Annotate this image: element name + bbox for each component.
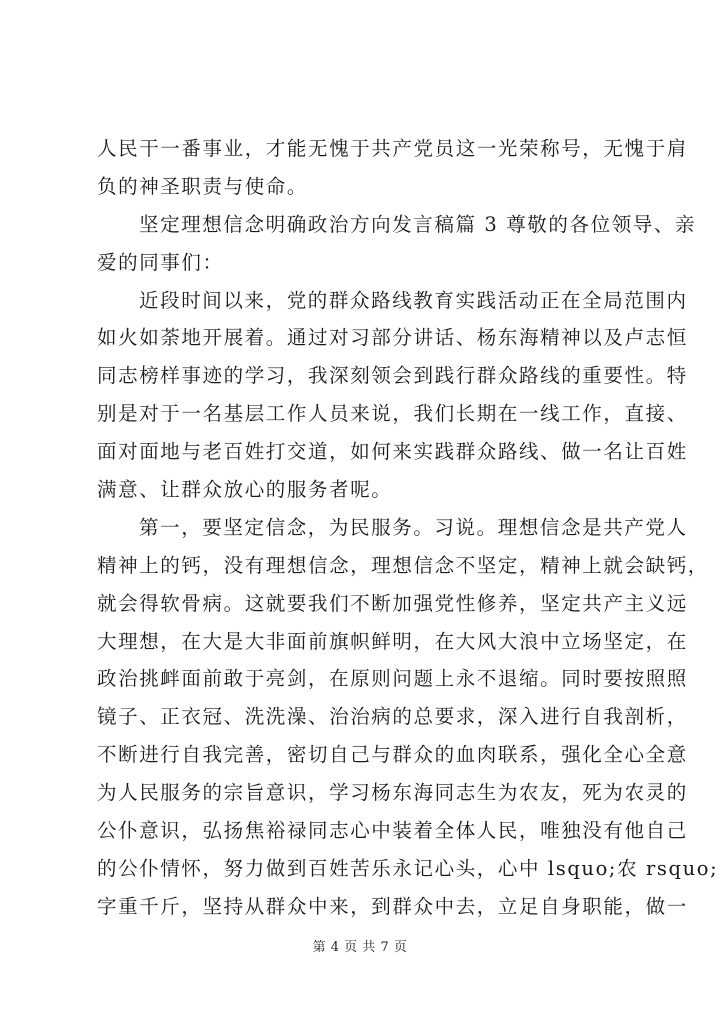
text-line-9: 面对面地与老百姓打交道，如何来实践群众路线、做一名让百姓 [97, 440, 688, 464]
text-line-4: 爱的同事们： [97, 250, 224, 274]
document-body [97, 130, 719, 926]
text-line-8: 别是对于一名基层工作人员来说，我们长期在一线工作，直接、 [97, 402, 688, 426]
text-line-11: 第一，要坚定信念，为民服务。习说。理想信念是共产党人 [139, 515, 688, 539]
text-line-20: 的公仆情怀，努力做到百姓苦乐永记心头，心中 lsquo;农 rsquo; [97, 856, 719, 880]
text-line-14: 大理想，在大是大非面前旗帜鲜明，在大风大浪中立场坚定，在 [97, 629, 688, 653]
text-line-12: 精神上的钙，没有理想信念，理想信念不坚定，精神上就会缺钙， [97, 553, 709, 577]
text-line-16: 镜子、正衣冠、洗洗澡、治治病的总要求，深入进行自我剖析， [97, 705, 688, 729]
text-line-13: 就会得软骨病。这就要我们不断加强党性修养，坚定共产主义远 [97, 591, 688, 615]
text-line-15: 政治挑衅面前敢于亮剑，在原则问题上永不退缩。同时要按照照 [97, 667, 688, 691]
text-line-5: 近段时间以来，党的群众路线教育实践活动正在全局范围内 [139, 288, 688, 312]
text-line-19: 公仆意识，弘扬焦裕禄同志心中装着全体人民，唯独没有他自己 [97, 819, 688, 843]
text-line-2: 负的神圣职责与使命。 [97, 174, 309, 198]
text-line-3: 坚定理想信念明确政治方向发言稿篇 3 尊敬的各位领导、亲 [139, 212, 697, 236]
text-line-10: 满意、让群众放心的服务者呢。 [97, 478, 393, 502]
text-line-21: 字重千斤，坚持从群众中来，到群众中去，立足自身职能，做一 [97, 894, 688, 918]
text-line-17: 不断进行自我完善，密切自己与群众的血肉联系，强化全心全意 [97, 743, 688, 767]
text-line-1: 人民干一番事业，才能无愧于共产党员这一光荣称号，无愧于肩 [97, 137, 688, 160]
text-line-7: 同志榜样事迹的学习，我深刻领会到践行群众路线的重要性。特 [97, 364, 688, 388]
text-line-6: 如火如荼地开展着。通过对习部分讲话、杨东海精神以及卢志恒 [97, 326, 688, 350]
page-number-footer: 第 4 页 共 7 页 [312, 940, 408, 955]
text-line-18: 为人民服务的宗旨意识，学习杨东海同志生为农友，死为农灵的 [97, 781, 688, 805]
